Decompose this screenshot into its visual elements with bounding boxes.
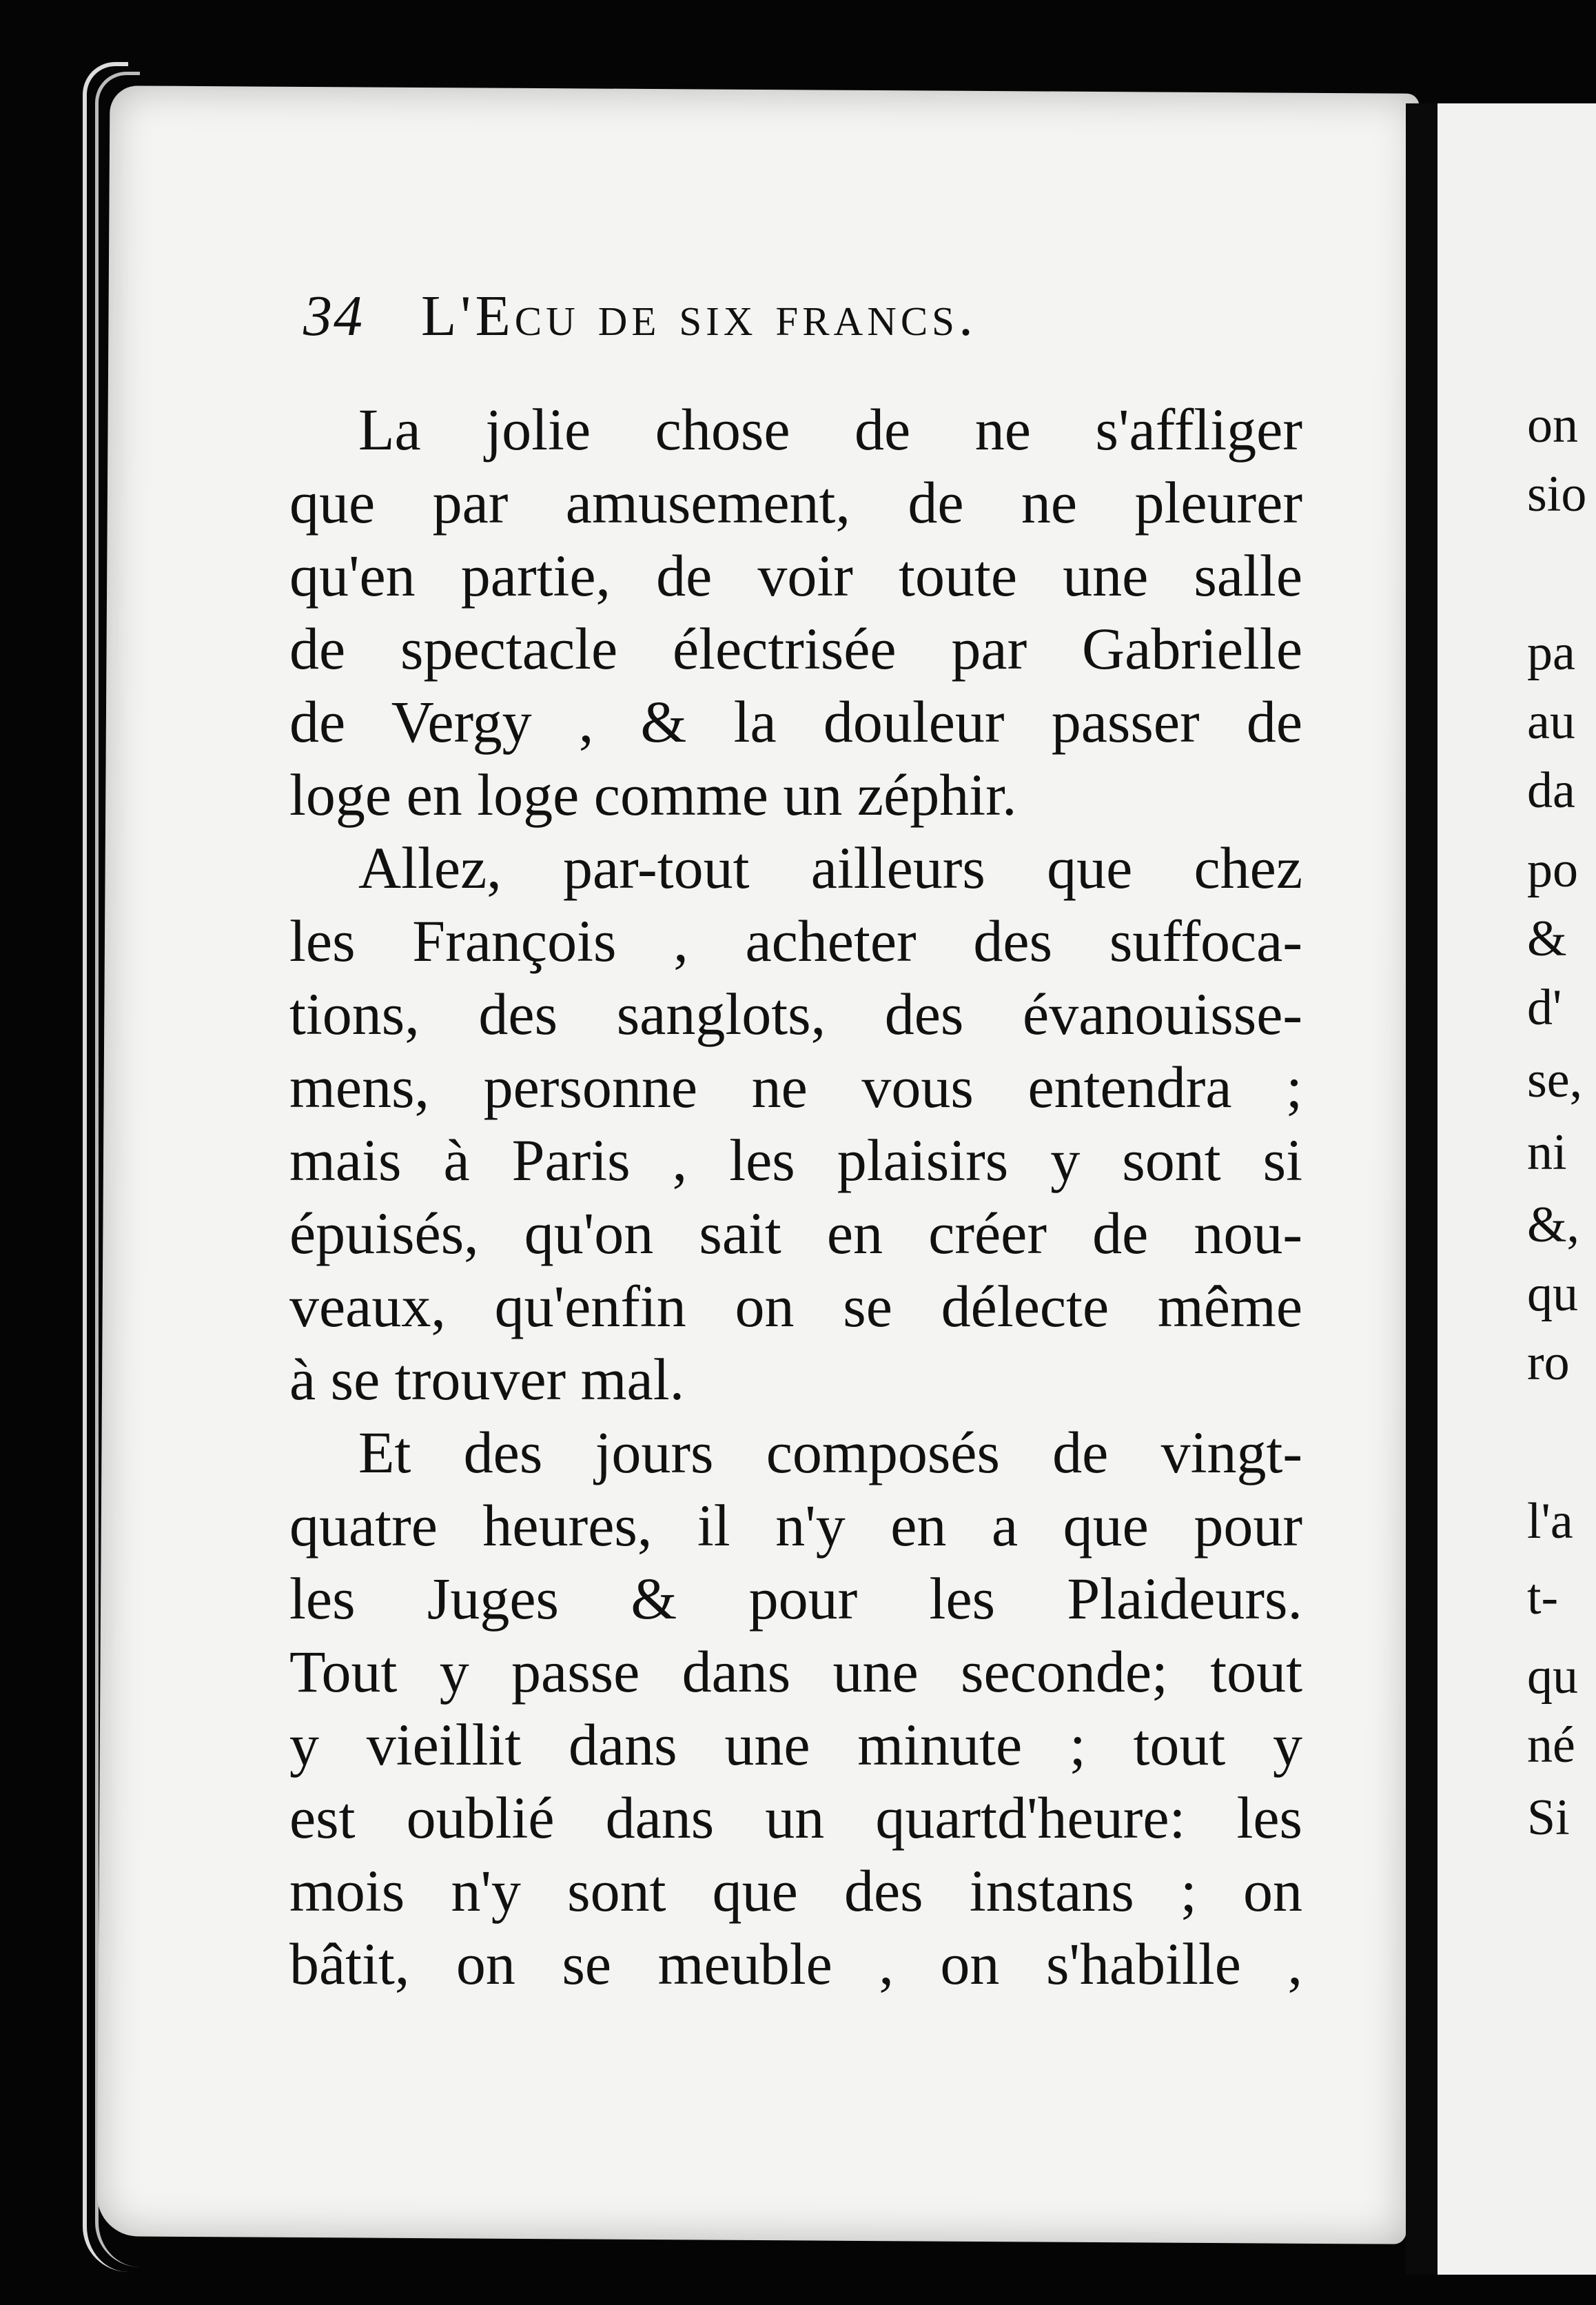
right-page xyxy=(1438,103,1596,2275)
text-line: mais à Paris , les plaisirs y sont si xyxy=(289,1127,1302,1193)
right-fragment: au xyxy=(1527,693,1575,750)
right-fragment: on xyxy=(1527,397,1578,454)
right-fragment: Si xyxy=(1527,1789,1570,1846)
text-line: Et des jours composés de vingt- xyxy=(358,1419,1302,1485)
text-line: est oublié dans un quartd'heure: les xyxy=(289,1785,1302,1851)
right-fragment: & xyxy=(1527,911,1567,967)
text-line: loge en loge comme un zéphir. xyxy=(289,762,1017,828)
text-line: Allez, par-tout ailleurs que chez xyxy=(358,835,1302,901)
text-line: tions, des sanglots, des évanouisse- xyxy=(289,981,1302,1047)
text-line: veaux, qu'enfin on se délecte même xyxy=(289,1273,1302,1339)
text-line: Tout y passe dans une seconde; tout xyxy=(289,1638,1302,1705)
right-fragment: po xyxy=(1527,842,1578,898)
text-line: de Vergy , & la douleur passer de xyxy=(289,689,1302,755)
right-fragment: qu xyxy=(1527,1648,1578,1705)
right-fragment: d' xyxy=(1527,979,1562,1036)
text-line: bâtit, on se meuble , on s'habille , xyxy=(289,1931,1302,1997)
right-fragment: se, xyxy=(1527,1052,1583,1108)
right-fragment: qu xyxy=(1527,1266,1578,1322)
text-line: de spectacle électrisée par Gabrielle xyxy=(289,616,1302,682)
body-text xyxy=(289,393,1302,2000)
right-fragment: né xyxy=(1527,1717,1575,1774)
text-line: quatre heures, il n'y en a que pour xyxy=(289,1492,1302,1558)
running-header xyxy=(303,283,977,349)
right-fragment: l'a xyxy=(1527,1493,1573,1550)
text-line: à se trouver mal. xyxy=(289,1346,685,1412)
text-line: mois n'y sont que des instans ; on xyxy=(289,1858,1302,1924)
right-fragment: &, xyxy=(1527,1197,1580,1253)
right-fragment: da xyxy=(1527,762,1575,819)
running-title: L'Ecu de six francs. xyxy=(421,284,977,348)
text-line: mens, personne ne vous entendra ; xyxy=(289,1054,1302,1120)
right-fragment: ro xyxy=(1527,1334,1570,1391)
right-fragment: ni xyxy=(1527,1124,1567,1181)
right-fragment: t- xyxy=(1527,1569,1559,1625)
page-number: 34 xyxy=(303,284,364,348)
right-fragment: sio xyxy=(1527,466,1587,522)
text-line: épuisés, qu'on sait en créer de nou- xyxy=(289,1200,1302,1266)
text-line: les François , acheter des suffoca- xyxy=(289,908,1302,974)
text-line: les Juges & pour les Plaideurs. xyxy=(289,1565,1302,1632)
right-fragment: pa xyxy=(1527,625,1575,681)
text-line: que par amusement, de ne pleurer xyxy=(289,469,1302,536)
text-line: qu'en partie, de voir toute une salle xyxy=(289,542,1302,609)
text-line: y vieillit dans une minute ; tout y xyxy=(289,1712,1302,1778)
text-line: La jolie chose de ne s'affliger xyxy=(358,396,1302,463)
book-gutter xyxy=(1406,103,1438,2275)
